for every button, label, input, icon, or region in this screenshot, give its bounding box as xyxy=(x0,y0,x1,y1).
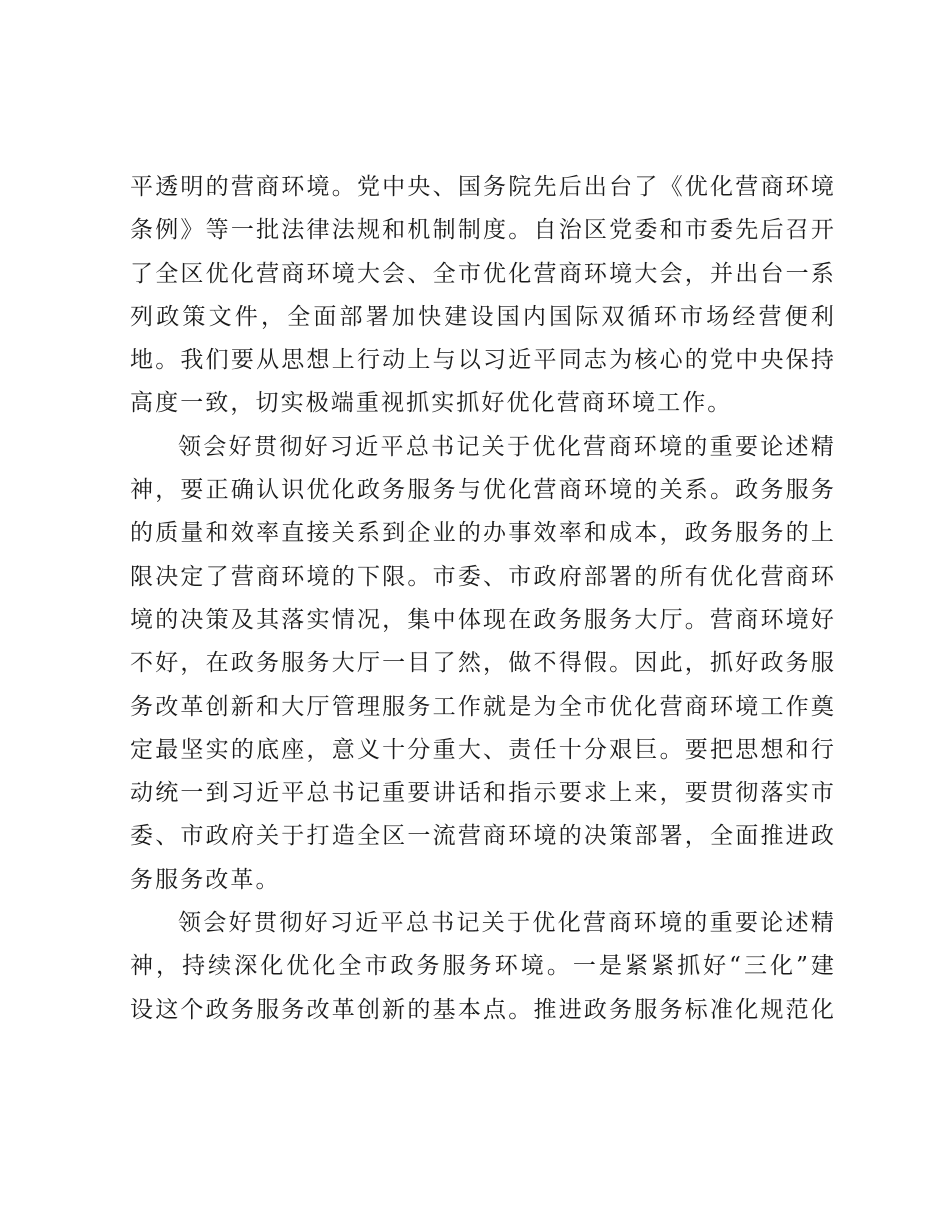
paragraph-1-line-5: 地。我们要从思想上行动上与以习近平同志为核心的党中央保持 xyxy=(130,347,836,374)
paragraph-2-line-10: 委、市政府关于打造全区一流营商环境的决策部署，全面推进政 xyxy=(130,823,836,850)
paragraph-1-line-1: 平透明的营商环境。党中央、国务院先后出台了《优化营商环境 xyxy=(130,174,836,200)
paragraph-2-line-5: 境的决策及其落实情况，集中体现在政务服务大厅。营商环境好 xyxy=(130,606,836,633)
paragraph-3-line-1: 领会好贯彻好习近平总书记关于优化营商环境的重要论述精 xyxy=(178,910,836,937)
paragraph-2-line-7: 务改革创新和大厅管理服务工作就是为全市优化营商环境工作奠 xyxy=(130,693,836,720)
paragraph-2-line-2: 神，要正确认识优化政务服务与优化营商环境的关系。政务服务 xyxy=(130,477,836,504)
paragraph-2-line-6: 不好，在政务服务大厅一目了然，做不得假。因此，抓好政务服 xyxy=(130,650,836,677)
document-body xyxy=(130,166,836,1032)
paragraph-3-line-2: 神，持续深化优化全市政务服务环境。一是紧紧抓好“三化”建 xyxy=(130,953,836,980)
paragraph-2-line-9: 动统一到习近平总书记重要讲话和指示要求上来，要贯彻落实市 xyxy=(130,780,836,807)
paragraph-1-line-4: 列政策文件，全面部署加快建设国内国际双循环市场经营便利 xyxy=(130,303,836,330)
paragraph-1-line-3: 了全区优化营商环境大会、全市优化营商环境大会，并出台一系 xyxy=(130,260,836,287)
paragraph-3-line-3: 设这个政务服务改革创新的基本点。推进政务服务标准化规范化 xyxy=(130,996,836,1023)
paragraph-2-line-1: 领会好贯彻好习近平总书记关于优化营商环境的重要论述精 xyxy=(178,433,836,460)
paragraph-2-line-8: 定最坚实的底座，意义十分重大、责任十分艰巨。要把思想和行 xyxy=(130,736,836,763)
paragraph-1-line-2: 条例》等一批法律法规和机制制度。自治区党委和市委先后召开 xyxy=(130,217,836,244)
paragraph-2-line-4: 限决定了营商环境的下限。市委、市政府部署的所有优化营商环 xyxy=(130,563,836,590)
paragraph-2-line-11: 务服务改革。 xyxy=(130,866,281,893)
paragraph-2-line-3: 的质量和效率直接关系到企业的办事效率和成本，政务服务的上 xyxy=(130,520,836,547)
paragraph-1-line-6: 高度一致，切实极端重视抓实抓好优化营商环境工作。 xyxy=(130,390,733,417)
